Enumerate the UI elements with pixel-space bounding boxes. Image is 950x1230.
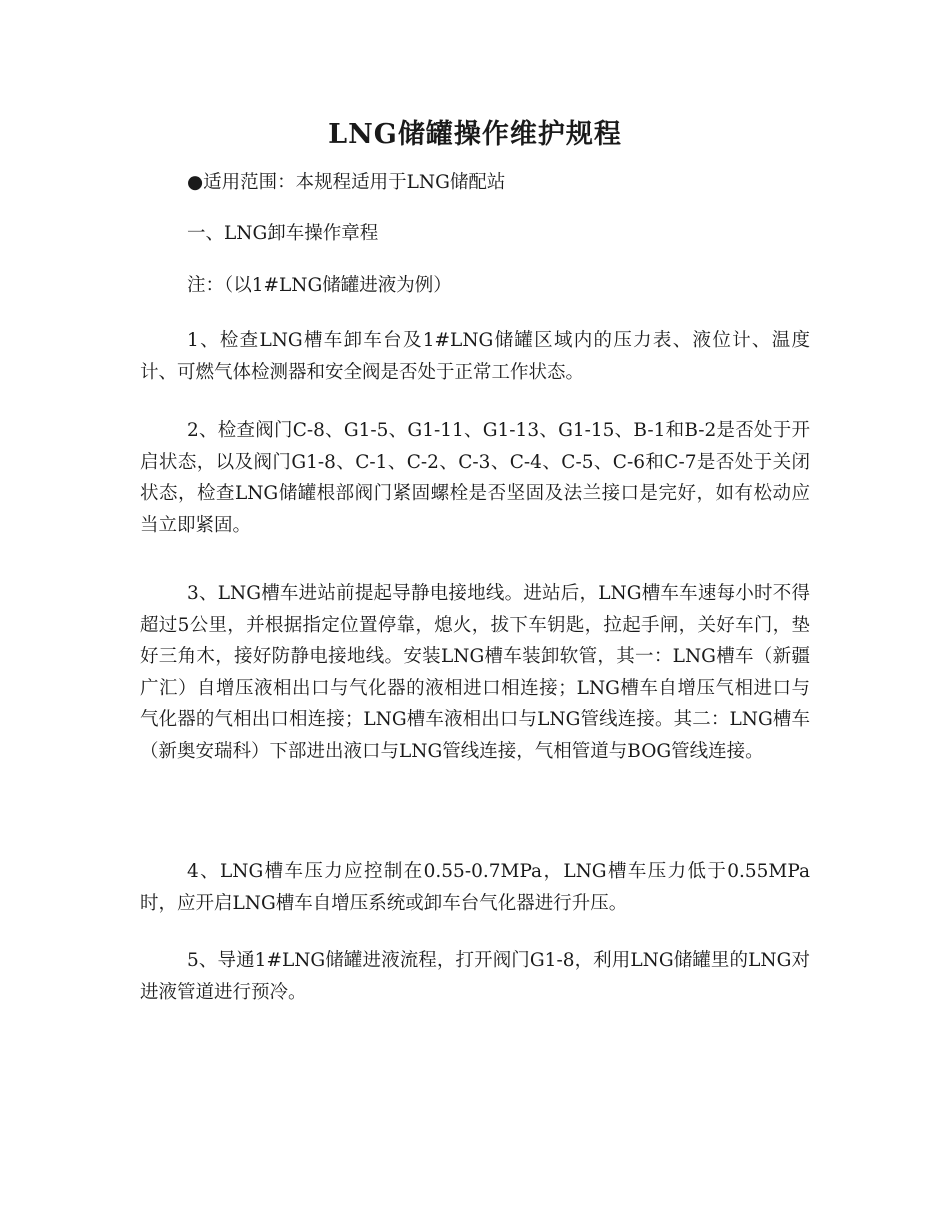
paragraph-3: 3、LNG槽车进站前提起导静电接地线。进站后，LNG槽车车速每小时不得超过5公里，并根据指定位置停靠，熄火，拔下车钥匙，拉起手闸，关好车门，垫好三角木，接好防静电接地线。安装LNG槽车装卸软管，其一：LNG槽车（新疆广汇）自增压液相出口与气化器的液相进口相连接；LNG槽车自增压气相进口与气化器的气相出口相连接；LNG槽车液相出口与LNG管线连接。其二：LNG槽车（新奥安瑞科）下部进出液口与LNG管线连接，气相管道与BOG管线连接。	[140, 583, 810, 762]
document-title: LNG储罐操作维护规程	[328, 119, 622, 150]
paragraph-1: 1、检查LNG槽车卸车台及1#LNG储罐区域内的压力表、液位计、温度计、可燃气体检测器和安全阀是否处于正常工作状态。	[140, 330, 810, 383]
section-heading: 一、LNG卸车操作章程	[187, 223, 379, 244]
note-line: 注：（以1#LNG储罐进液为例）	[187, 275, 452, 296]
paragraph-5: 5、导通1#LNG储罐进液流程，打开阀门G1-8，利用LNG储罐里的LNG对进液管道进行预冷。	[140, 950, 810, 1003]
paragraph-2: 2、检查阀门C-8、G1-5、G1-11、G1-13、G1-15、B-1和B-2是否处于开启状态，以及阀门G1-8、C-1、C-2、C-3、C-4、C-5、C-6和C-7是否处于关闭状态，检查LNG储罐根部阀门紧固螺栓是否坚固及法兰接口是完好，如有松动应当立即紧固。	[140, 420, 810, 536]
paragraph-4: 4、LNG槽车压力应控制在0.55-0.7MPa，LNG槽车压力低于0.55MPa时，应开启LNG槽车自增压系统或卸车台气化器进行升压。	[140, 861, 810, 914]
scope-line: ●适用范围：本规程适用于LNG储配站	[187, 172, 506, 193]
